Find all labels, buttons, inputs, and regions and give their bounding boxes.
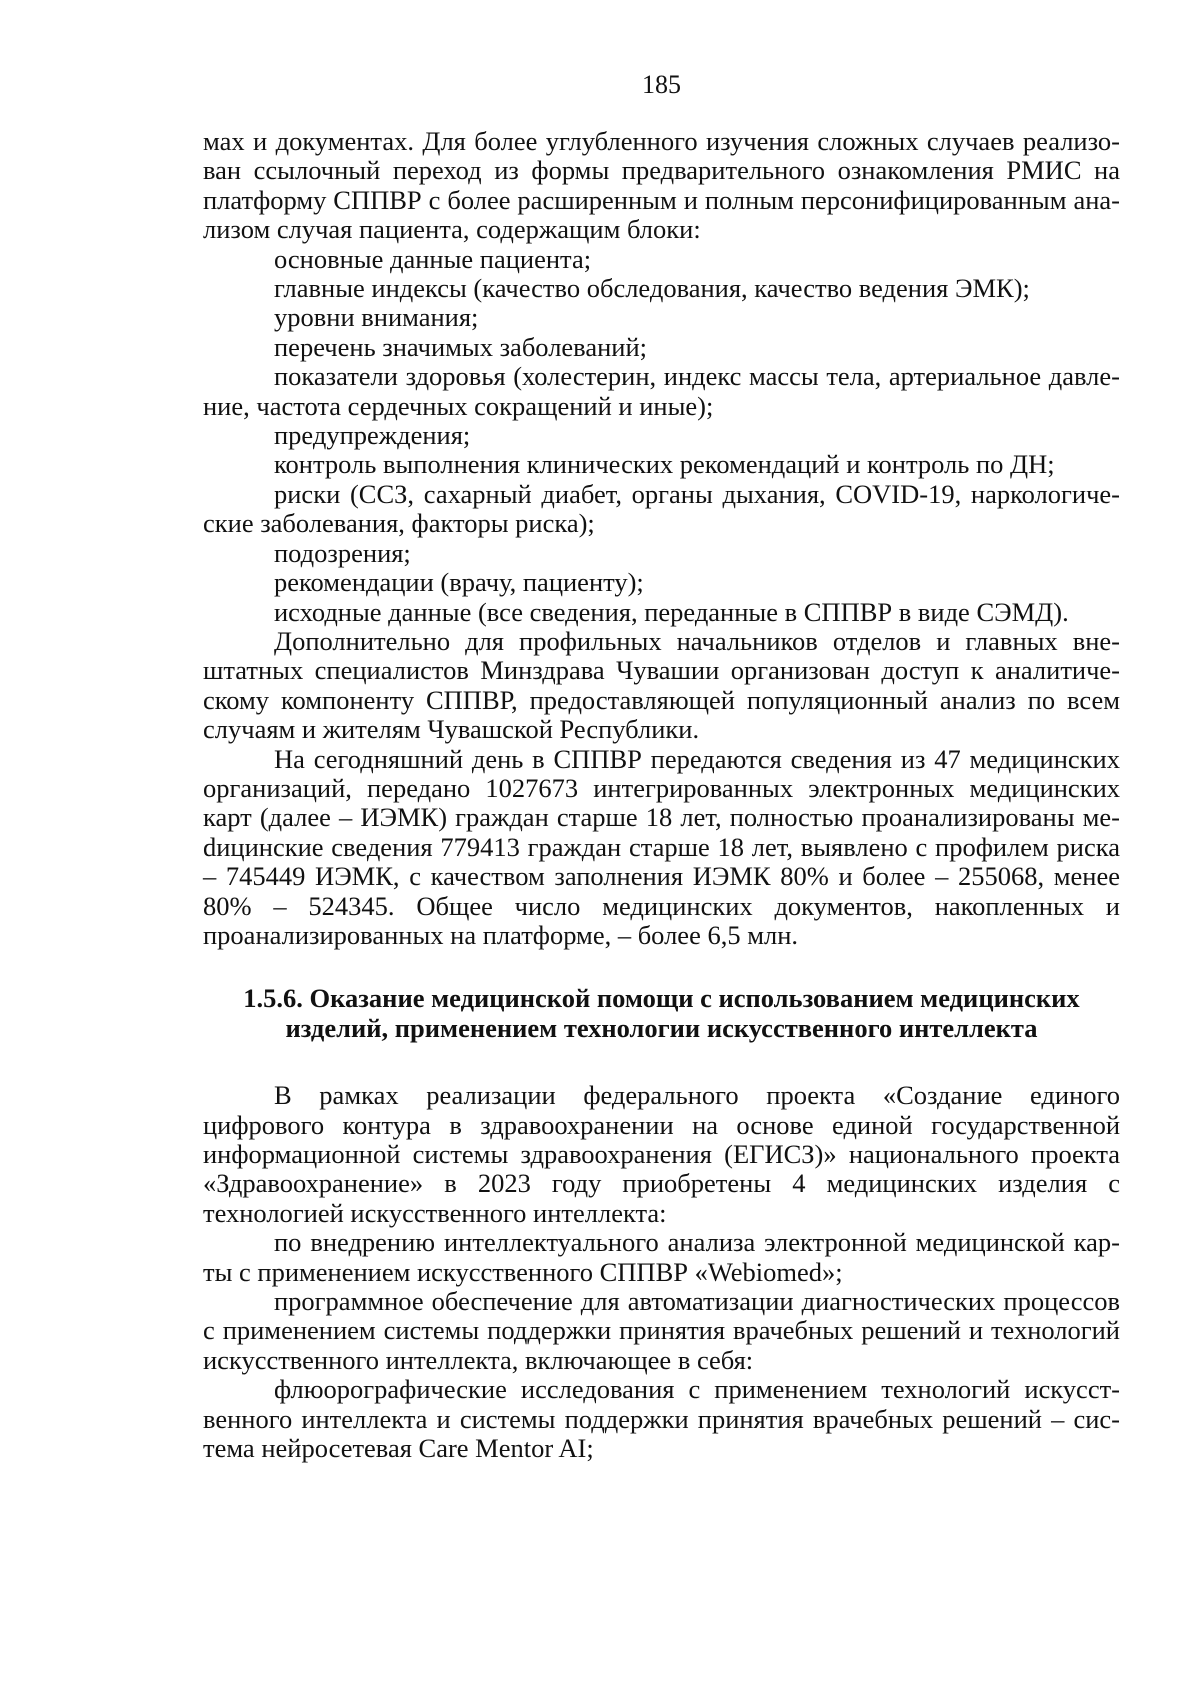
paragraph-intro: мах и документах. Для более углубленного изучения сложных случаев реализован ссылочный переход из формы предварительного ознакомления РМИС на платформу СППВР с более расширенным и полным персонифицированным анализом случая пациента, содержащим блоки: <box>203 126 1120 245</box>
section-heading-line-2: изделий, применением технологии искусственного интеллекта <box>285 1012 1038 1043</box>
list-item-care-mentor: флюорографические исследования с применением технологий искусственного интеллекта и системы поддержки принятия врачебных решений – система нейросетевая Care Mentor AI; <box>203 1374 1120 1464</box>
list-item-risks: риски (ССЗ, сахарный диабет, органы дыхания, COVID-19, наркологические заболевания, факторы риска); <box>203 478 1120 539</box>
list-item-patient-data: основные данные пациента; <box>274 243 592 274</box>
list-item-health-indicators: показатели здоровья (холестерин, индекс массы тела, артериальное давление, частота сердечных сокращений и иные); <box>203 361 1120 421</box>
list-item-source-data: исходные данные (все сведения, переданные в СППВР в виде СЭМД). <box>274 596 1069 627</box>
section-heading-line-1: 1.5.6. Оказание медицинской помощи с использованием медицинских <box>243 983 1080 1014</box>
paragraph-federal-project: В рамках реализации федерального проекта «Создание единого цифрового контура в здравоохранении на основе единой государственной информационной системы здравоохранения (ЕГИСЗ)» национального проекта «Здравоохранение» в 2023 году приобретены 4 медицинских изделия с технологией искусственного интеллекта: <box>203 1080 1120 1228</box>
list-item-warnings: предупреждения; <box>274 420 471 451</box>
list-item-main-indices: главные индексы (качество обследования, качество ведения ЭМК); <box>274 273 1030 304</box>
list-item-webiomed: по внедрению интеллектуального анализа электронной медицинской карты с применением искусственного СППВР «Webiomed»; <box>203 1227 1120 1287</box>
list-item-suspicions: подозрения; <box>274 537 411 568</box>
section-body <box>203 1081 1120 1463</box>
list-item-software: программное обеспечение для автоматизации диагностических процессов с применением системы поддержки принятия врачебных решений и технологий искусственного интеллекта, включающее в себя: <box>203 1286 1120 1375</box>
list-item-control: контроль выполнения клинических рекомендаций и контроль по ДН; <box>274 449 1055 480</box>
paragraph-additional-access: Дополнительно для профильных начальников отделов и главных внештатных специалистов Минздрава Чувашии организован доступ к аналитическому компоненту СППВР, предоставляющей популяционный анализ по всем случаям и жителям Чувашской Республики. <box>203 625 1120 745</box>
document-body <box>203 127 1120 1463</box>
list-item-attention-levels: уровни внимания; <box>274 302 479 333</box>
paragraph-statistics: На сегодняшний день в СППВР передаются сведения из 47 медицинских организаций, передано 1027673 интегрированных электронных медицинских карт (далее – ИЭМК) граждан старше 18 лет, полностью проанализированы меdицинские сведения 779413 граждан старше 18 лет, выявлено с профилем риска – 745449 ИЭМК, с качеством заполнения ИЭМК 80% и более – 255068, менее 80% – 524345. Общее число медицинских документов, накопленных и проанализированных на платформе, – более 6,5 млн. <box>203 743 1120 950</box>
list-item-recommendations: рекомендации (врачу, пациенту); <box>274 567 644 598</box>
list-item-diseases: перечень значимых заболеваний; <box>274 331 648 362</box>
section-heading <box>203 984 1120 1043</box>
page-number: 185 <box>642 70 681 99</box>
